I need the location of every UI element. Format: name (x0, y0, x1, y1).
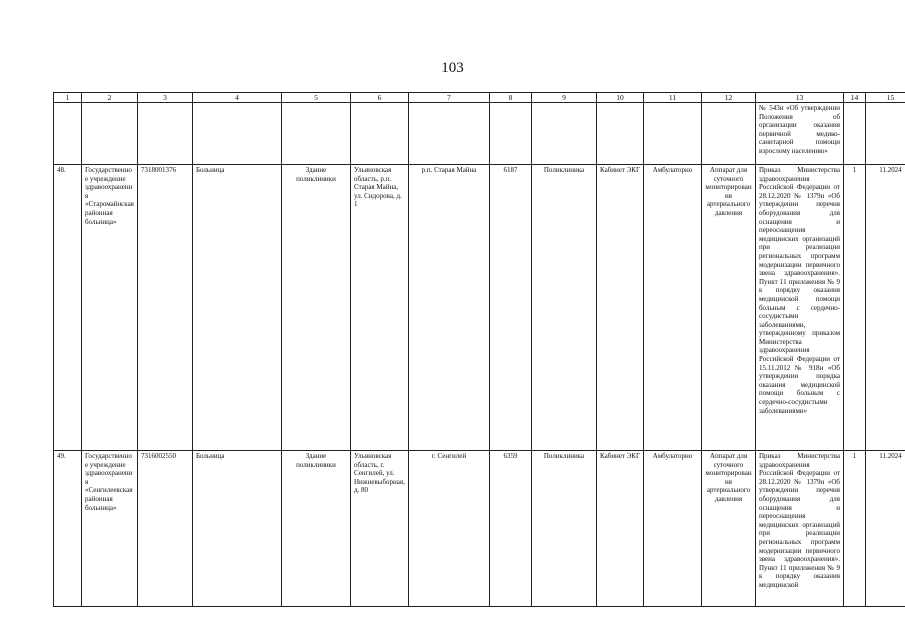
room-cell: Кабинет ЭКГ (597, 165, 644, 451)
header-cell: 8 (490, 93, 532, 103)
equipment-table (53, 92, 905, 607)
header-cell: 9 (532, 93, 597, 103)
header-cell: 12 (702, 93, 756, 103)
address-cell: Ульяновская область, г. Сенгилей, ул. Нижневыборная, д. 80 (351, 451, 409, 607)
header-cell: 5 (282, 93, 351, 103)
equipment-cell: Аппарат для суточного мониторирования артериального давления (702, 165, 756, 451)
inn-cell: 7316002550 (138, 451, 193, 607)
continuation-row (54, 103, 905, 165)
header-cell: 15 (866, 93, 905, 103)
organization-name: Государственное учреждение здравоохранения «Сенгилеевская районная больница» (82, 451, 138, 607)
row-number: 48. (54, 165, 82, 451)
code-cell: 6187 (490, 165, 532, 451)
unit-cell: Поликлиника (532, 165, 597, 451)
equipment-cell: Аппарат для суточного мониторирования артериального давления (702, 451, 756, 607)
header-cell: 14 (844, 93, 866, 103)
facility-type: Больница (193, 451, 282, 607)
table-row (54, 165, 905, 451)
header-cell: 7 (409, 93, 490, 103)
header-cell: 6 (351, 93, 409, 103)
quantity-cell: 1 (844, 451, 866, 607)
building-cell: Здание поликлиники (282, 451, 351, 607)
organization-name: Государственное учреждение здравоохранения «Старомайнская районная больница» (82, 165, 138, 451)
locality-cell: р.п. Старая Майна (409, 165, 490, 451)
code-cell: 6359 (490, 451, 532, 607)
quantity-cell: 1 (844, 165, 866, 451)
care-cell: Амбулаторно (644, 451, 702, 607)
header-cell: 13 (756, 93, 844, 103)
building-cell: Здание поликлиники (282, 165, 351, 451)
facility-type: Больница (193, 165, 282, 451)
inn-cell: 7318001376 (138, 165, 193, 451)
header-cell: 4 (193, 93, 282, 103)
basis-cell: Приказ Министерства здравоохранения Российской Федерации от 28.12.2020 № 1379н «Об утверждении перечня оборудования для оснащения и переоснащения медицинских организаций при реализации региональных программ модернизации первичного звена здравоохранения». Пункт 11 приложения № 9 к порядку оказания медицинской (756, 451, 844, 607)
date-cell: 11.2024 (866, 451, 905, 607)
address-cell: Ульяновская область, р.п. Старая Майна, ул. Сидорова, д. 1 (351, 165, 409, 451)
header-cell: 11 (644, 93, 702, 103)
header-cell: 2 (82, 93, 138, 103)
table-row (54, 451, 905, 607)
unit-cell: Поликлиника (532, 451, 597, 607)
header-cell: 10 (597, 93, 644, 103)
locality-cell: г. Сенгилей (409, 451, 490, 607)
continuation-basis-cell: № 543н «Об утверждении Положения об организации оказания первичной медико-санитарной помощи взрослому населению» (756, 103, 844, 165)
basis-cell: Приказ Министерства здравоохранения Российской Федерации от 28.12.2020 № 1379н «Об утверждении перечня оборудования для оснащения и переоснащения медицинских организаций при реализации региональных программ модернизации первичного звена здравоохранения». Пункт 11 приложения № 9 к порядку оказания медицинской помощи больным с сердечно-сосудистыми заболеваниями, утвержденному приказом Министерства здравоохранения Российской Федерации от 15.11.2012 № 918н «Об утверждении порядка оказания медицинской помощи больным с сердечно-сосудистыми заболеваниями» (756, 165, 844, 451)
care-cell: Амбулаторно (644, 165, 702, 451)
header-row (54, 93, 905, 103)
header-cell: 3 (138, 93, 193, 103)
date-cell: 11.2024 (866, 165, 905, 451)
page-number: 103 (441, 60, 464, 76)
header-cell: 1 (54, 93, 82, 103)
row-number: 49. (54, 451, 82, 607)
room-cell: Кабинет ЭКГ (597, 451, 644, 607)
